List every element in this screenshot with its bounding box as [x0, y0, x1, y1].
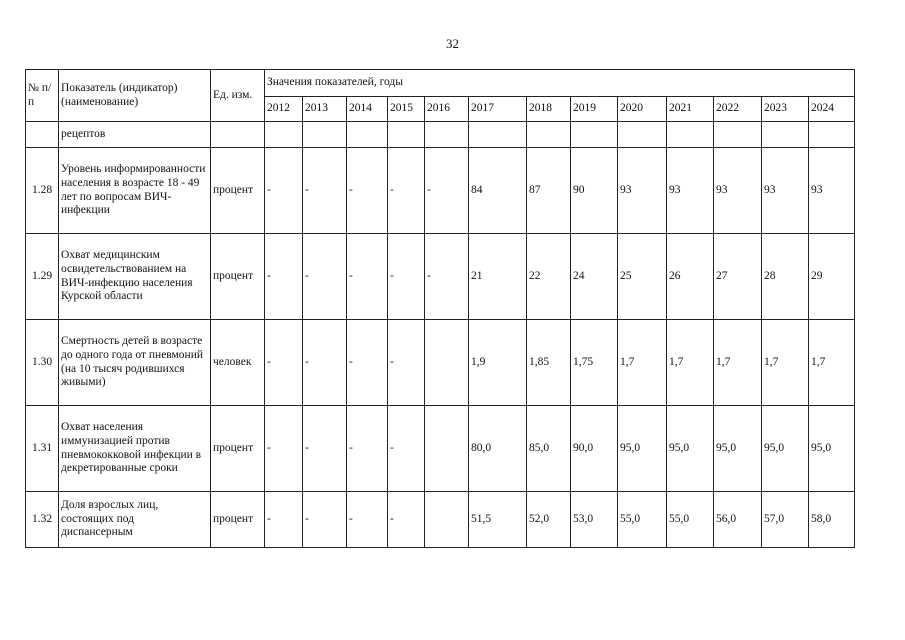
row-value: 27 — [714, 234, 762, 320]
table-row — [26, 148, 855, 234]
row-value: - — [303, 234, 347, 320]
row-value: - — [388, 234, 425, 320]
row-value: 1,7 — [667, 320, 714, 406]
row-unit: процент — [211, 234, 265, 320]
row-unit — [211, 122, 265, 148]
row-value: 1,7 — [809, 320, 855, 406]
header-year: 2019 — [571, 97, 618, 122]
row-value: 95,0 — [618, 406, 667, 492]
row-value — [527, 122, 571, 148]
row-value: - — [347, 406, 388, 492]
row-value: 24 — [571, 234, 618, 320]
row-value: 87 — [527, 148, 571, 234]
row-value: 21 — [469, 234, 527, 320]
row-value — [618, 122, 667, 148]
row-value: 1,7 — [618, 320, 667, 406]
table-row — [26, 492, 855, 548]
row-value — [425, 122, 469, 148]
row-unit: процент — [211, 406, 265, 492]
row-value: 93 — [618, 148, 667, 234]
row-value: - — [347, 320, 388, 406]
table-row — [26, 234, 855, 320]
row-value: 25 — [618, 234, 667, 320]
row-value — [809, 122, 855, 148]
row-value: 95,0 — [809, 406, 855, 492]
row-value — [303, 122, 347, 148]
row-number: 1.30 — [26, 320, 59, 406]
row-number — [26, 122, 59, 148]
header-year: 2017 — [469, 97, 527, 122]
row-value: 85,0 — [527, 406, 571, 492]
row-value: 57,0 — [762, 492, 809, 548]
row-value: - — [388, 492, 425, 548]
row-value: 26 — [667, 234, 714, 320]
row-number: 1.32 — [26, 492, 59, 548]
row-value: 93 — [809, 148, 855, 234]
header-num: № п/п — [26, 70, 59, 122]
header-year: 2020 — [618, 97, 667, 122]
row-value: 80,0 — [469, 406, 527, 492]
row-value: 51,5 — [469, 492, 527, 548]
row-indicator: Уровень информированности населения в возрасте 18 - 49 лет по вопросам ВИЧ-инфекции — [59, 148, 211, 234]
row-number: 1.31 — [26, 406, 59, 492]
row-unit: человек — [211, 320, 265, 406]
header-values-group: Значения показателей, годы — [265, 70, 855, 97]
row-unit: процент — [211, 492, 265, 548]
row-value: 22 — [527, 234, 571, 320]
row-value: 84 — [469, 148, 527, 234]
row-value: 93 — [667, 148, 714, 234]
row-value: 95,0 — [762, 406, 809, 492]
row-value: 52,0 — [527, 492, 571, 548]
row-value: 90 — [571, 148, 618, 234]
row-value: 1,75 — [571, 320, 618, 406]
row-indicator: Охват медицинским освидетельствованием на ВИЧ-инфекцию населения Курской области — [59, 234, 211, 320]
row-indicator: рецептов — [59, 122, 211, 148]
header-unit: Ед. изм. — [211, 70, 265, 122]
table-row — [26, 122, 855, 148]
row-value: - — [388, 320, 425, 406]
row-unit: процент — [211, 148, 265, 234]
row-indicator: Охват населения иммунизацией против пневмококковой инфекции в декретированные сроки — [59, 406, 211, 492]
header-year: 2014 — [347, 97, 388, 122]
row-value: - — [303, 148, 347, 234]
row-value: 1,7 — [714, 320, 762, 406]
header-year: 2022 — [714, 97, 762, 122]
row-value: 90,0 — [571, 406, 618, 492]
header-year: 2023 — [762, 97, 809, 122]
row-value: 29 — [809, 234, 855, 320]
header-year: 2021 — [667, 97, 714, 122]
row-value: 58,0 — [809, 492, 855, 548]
row-value — [265, 122, 303, 148]
row-value — [469, 122, 527, 148]
row-value — [425, 320, 469, 406]
row-value: 53,0 — [571, 492, 618, 548]
row-value: - — [265, 320, 303, 406]
row-value: 1,85 — [527, 320, 571, 406]
header-indicator: Показатель (индикатор) (наименование) — [59, 70, 211, 122]
header-year: 2013 — [303, 97, 347, 122]
row-value: 56,0 — [714, 492, 762, 548]
row-value: 55,0 — [618, 492, 667, 548]
row-indicator: Доля взрослых лиц, состоящих под диспансерным — [59, 492, 211, 548]
row-value: 95,0 — [667, 406, 714, 492]
header-row-top — [26, 70, 855, 97]
row-value: 93 — [762, 148, 809, 234]
row-value — [425, 406, 469, 492]
indicators-table — [25, 69, 855, 548]
row-value — [425, 492, 469, 548]
row-value: - — [425, 148, 469, 234]
row-value: - — [347, 492, 388, 548]
row-value — [388, 122, 425, 148]
row-value: - — [388, 406, 425, 492]
row-value: - — [388, 148, 425, 234]
row-value: - — [303, 492, 347, 548]
row-value: - — [265, 148, 303, 234]
header-year: 2018 — [527, 97, 571, 122]
row-value: 95,0 — [714, 406, 762, 492]
row-value: - — [425, 234, 469, 320]
row-value: 1,9 — [469, 320, 527, 406]
table-row — [26, 320, 855, 406]
row-value: 93 — [714, 148, 762, 234]
row-value: - — [303, 320, 347, 406]
row-value: - — [303, 406, 347, 492]
row-value — [347, 122, 388, 148]
row-value: 28 — [762, 234, 809, 320]
header-year: 2024 — [809, 97, 855, 122]
header-year: 2016 — [425, 97, 469, 122]
header-year: 2015 — [388, 97, 425, 122]
row-value — [762, 122, 809, 148]
row-value — [714, 122, 762, 148]
table-row — [26, 406, 855, 492]
row-value — [667, 122, 714, 148]
row-value: - — [265, 492, 303, 548]
row-number: 1.29 — [26, 234, 59, 320]
row-value — [571, 122, 618, 148]
row-value: 1,7 — [762, 320, 809, 406]
header-year: 2012 — [265, 97, 303, 122]
row-value: - — [347, 148, 388, 234]
row-value: - — [265, 406, 303, 492]
page-number: 32 — [446, 36, 459, 51]
row-number: 1.28 — [26, 148, 59, 234]
row-value: 55,0 — [667, 492, 714, 548]
row-value: - — [347, 234, 388, 320]
table-body — [26, 122, 855, 548]
row-value: - — [265, 234, 303, 320]
row-indicator: Смертность детей в возрасте до одного года от пневмоний (на 10 тысяч родившихся живыми) — [59, 320, 211, 406]
